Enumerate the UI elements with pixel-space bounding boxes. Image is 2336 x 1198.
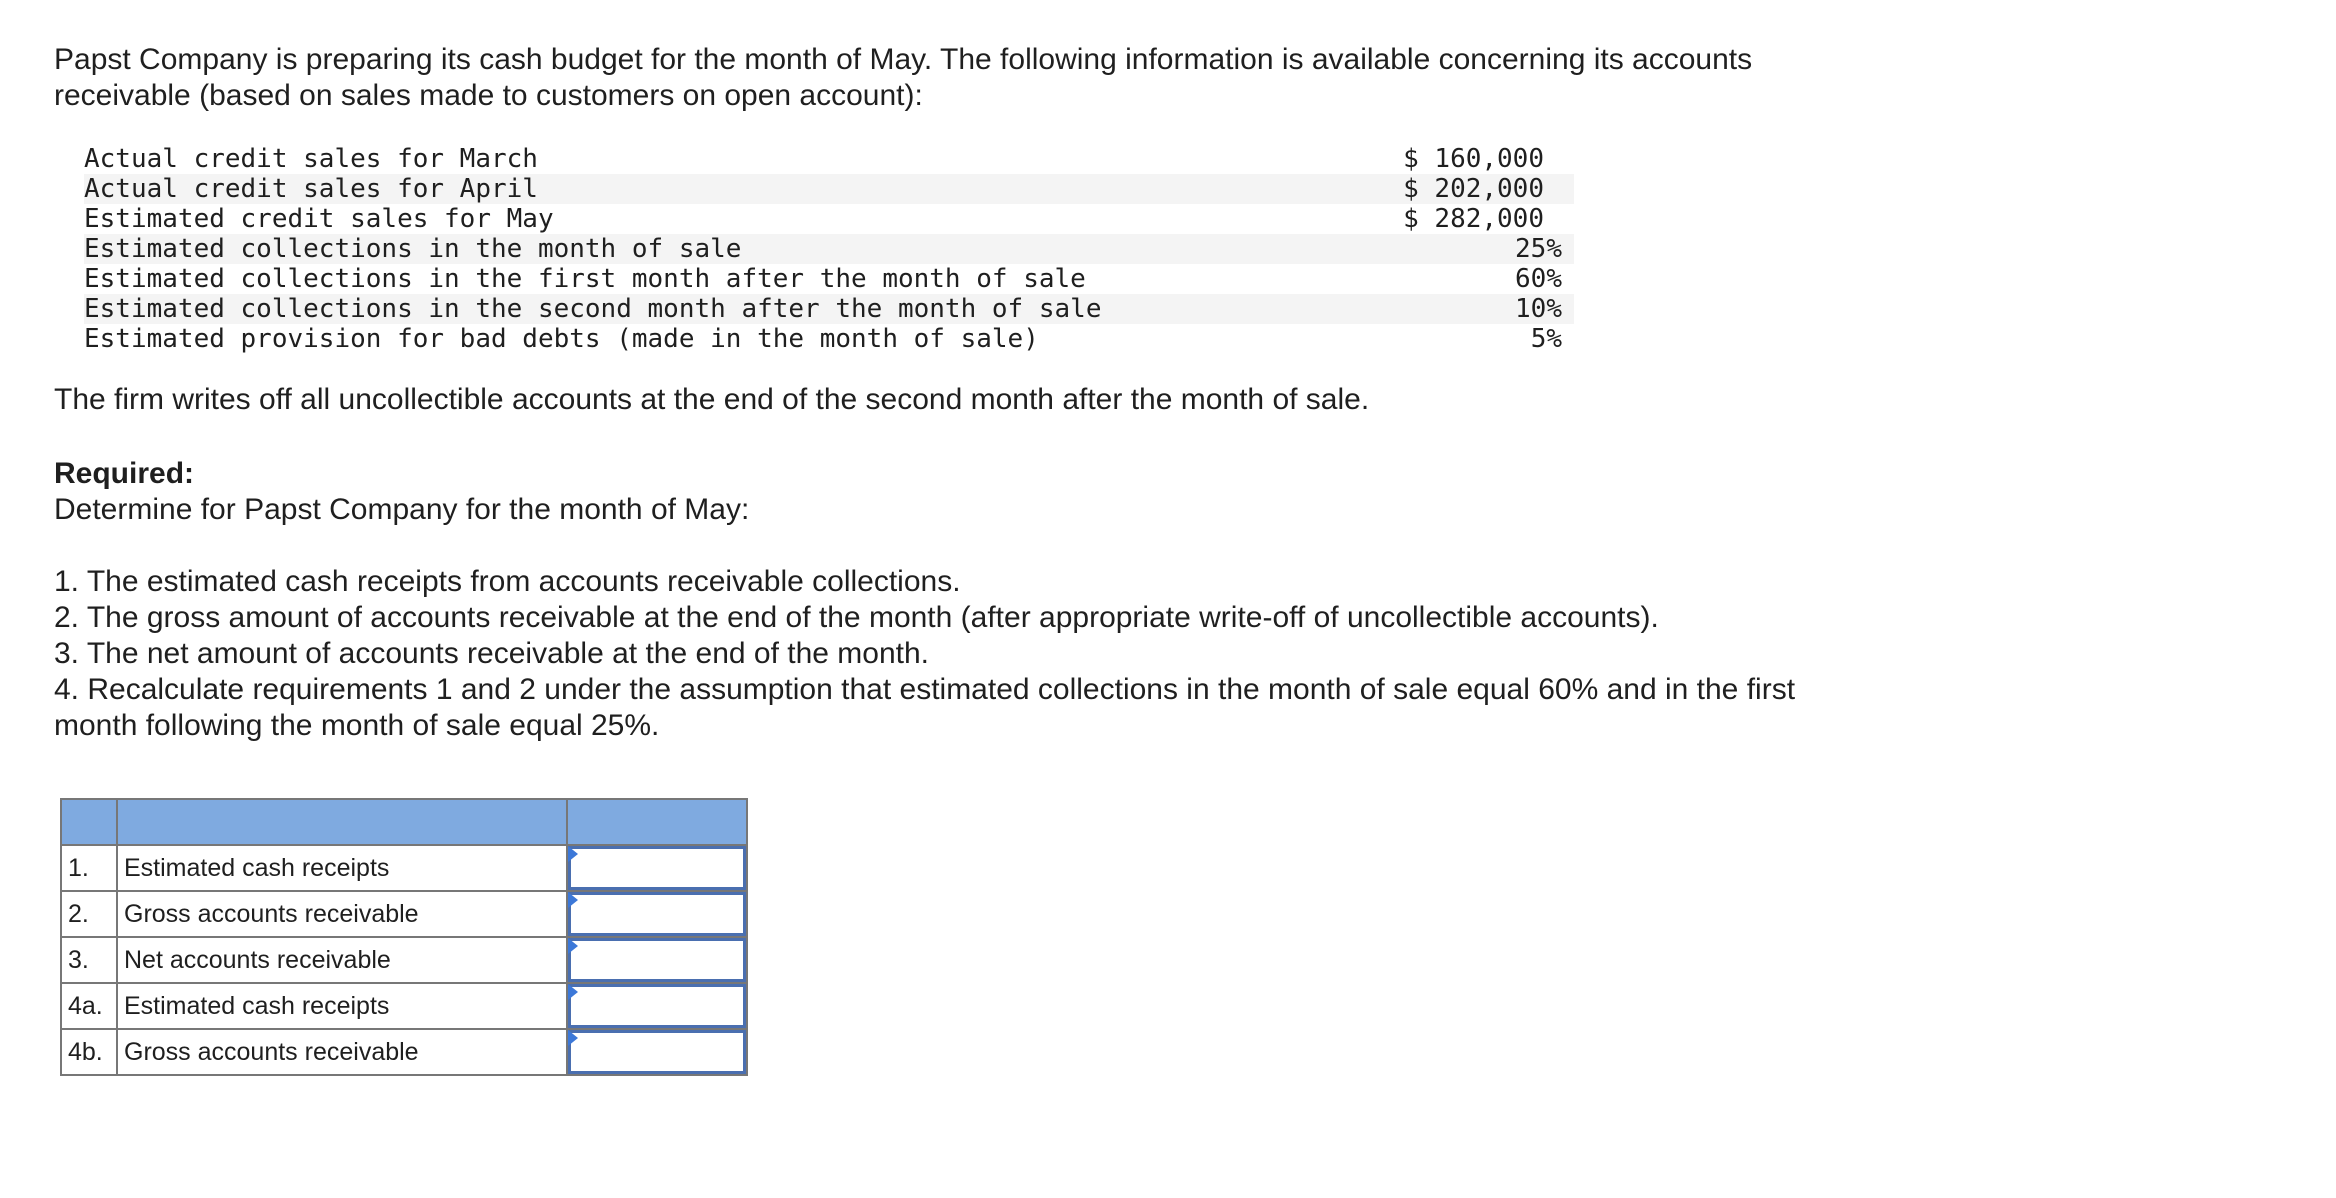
data-value: 10% <box>1515 294 1562 324</box>
data-label: Estimated collections in the month of sale <box>84 234 742 264</box>
header-cell <box>567 799 747 845</box>
required-subline: Determine for Papst Company for the month of May: <box>54 493 750 526</box>
data-label: Actual credit sales for March <box>84 144 538 174</box>
data-row-collections-month-of-sale <box>84 234 1574 264</box>
input-flag-icon <box>568 846 578 862</box>
row-number: 4b. <box>61 1029 117 1075</box>
data-label: Estimated collections in the second month after the month of sale <box>84 294 1102 324</box>
data-value: $ 282,000 <box>1403 204 1544 234</box>
estimated-cash-receipts-input[interactable] <box>568 846 746 890</box>
requirement-item: 2. The gross amount of accounts receivable at the end of the month (after appropriate write-off of uncollectible accounts). <box>54 601 1659 634</box>
given-data-block <box>84 144 1574 354</box>
data-value: 25% <box>1515 234 1562 264</box>
intro-line-1: Papst Company is preparing its cash budget for the month of May. The following information is available concerning its accounts <box>54 43 1753 76</box>
data-value: 5% <box>1530 324 1562 354</box>
recalc-cash-receipts-input[interactable] <box>568 984 746 1028</box>
problem-page <box>54 42 2284 1076</box>
data-value: $ 202,000 <box>1403 174 1544 204</box>
row-label: Estimated cash receipts <box>117 983 567 1029</box>
data-label: Estimated collections in the first month after the month of sale <box>84 264 1086 294</box>
requirement-item: 3. The net amount of accounts receivable at the end of the month. <box>54 637 930 670</box>
answer-cell <box>567 937 747 983</box>
requirement-item: month following the month of sale equal 25%. <box>54 709 660 742</box>
data-row-collections-first-month <box>84 264 1574 294</box>
net-accounts-receivable-input[interactable] <box>568 938 746 982</box>
row-number: 4a. <box>61 983 117 1029</box>
input-flag-icon <box>568 984 578 1000</box>
answer-cell <box>567 845 747 891</box>
input-flag-icon <box>568 938 578 954</box>
answer-table <box>60 798 748 1076</box>
table-row <box>61 845 747 891</box>
table-row <box>61 983 747 1029</box>
row-label: Estimated cash receipts <box>117 845 567 891</box>
requirement-item: 1. The estimated cash receipts from accounts receivable collections. <box>54 565 961 598</box>
gross-accounts-receivable-input[interactable] <box>568 892 746 936</box>
answer-cell <box>567 983 747 1029</box>
answer-cell <box>567 1029 747 1075</box>
data-label: Estimated credit sales for May <box>84 204 554 234</box>
answer-table-header <box>61 799 747 845</box>
intro-line-2: receivable (based on sales made to customers on open account): <box>54 79 923 112</box>
intro-paragraph <box>54 42 2284 114</box>
data-row-march-sales <box>84 144 1574 174</box>
input-flag-icon <box>568 892 578 908</box>
requirements-list <box>54 564 2284 744</box>
data-row-collections-second-month <box>84 294 1574 324</box>
data-label: Estimated provision for bad debts (made in the month of sale) <box>84 324 1039 354</box>
data-row-april-sales <box>84 174 1574 204</box>
input-flag-icon <box>568 1030 578 1046</box>
table-row <box>61 891 747 937</box>
row-number: 3. <box>61 937 117 983</box>
header-cell <box>61 799 117 845</box>
table-row <box>61 1029 747 1075</box>
data-value: 60% <box>1515 264 1562 294</box>
data-value: $ 160,000 <box>1403 144 1544 174</box>
row-number: 2. <box>61 891 117 937</box>
required-heading: Required: <box>54 457 195 490</box>
data-row-bad-debts <box>84 324 1574 354</box>
data-row-may-sales <box>84 204 1574 234</box>
table-row <box>61 937 747 983</box>
answer-cell <box>567 891 747 937</box>
data-label: Actual credit sales for April <box>84 174 538 204</box>
row-number: 1. <box>61 845 117 891</box>
writeoff-note: The firm writes off all uncollectible accounts at the end of the second month after the month of sale. <box>54 383 1370 416</box>
row-label: Gross accounts receivable <box>117 1029 567 1075</box>
requirement-item: 4. Recalculate requirements 1 and 2 under the assumption that estimated collections in the month of sale equal 60% and in the first <box>54 673 1796 706</box>
recalc-gross-receivable-input[interactable] <box>568 1030 746 1074</box>
header-cell <box>117 799 567 845</box>
row-label: Net accounts receivable <box>117 937 567 983</box>
row-label: Gross accounts receivable <box>117 891 567 937</box>
